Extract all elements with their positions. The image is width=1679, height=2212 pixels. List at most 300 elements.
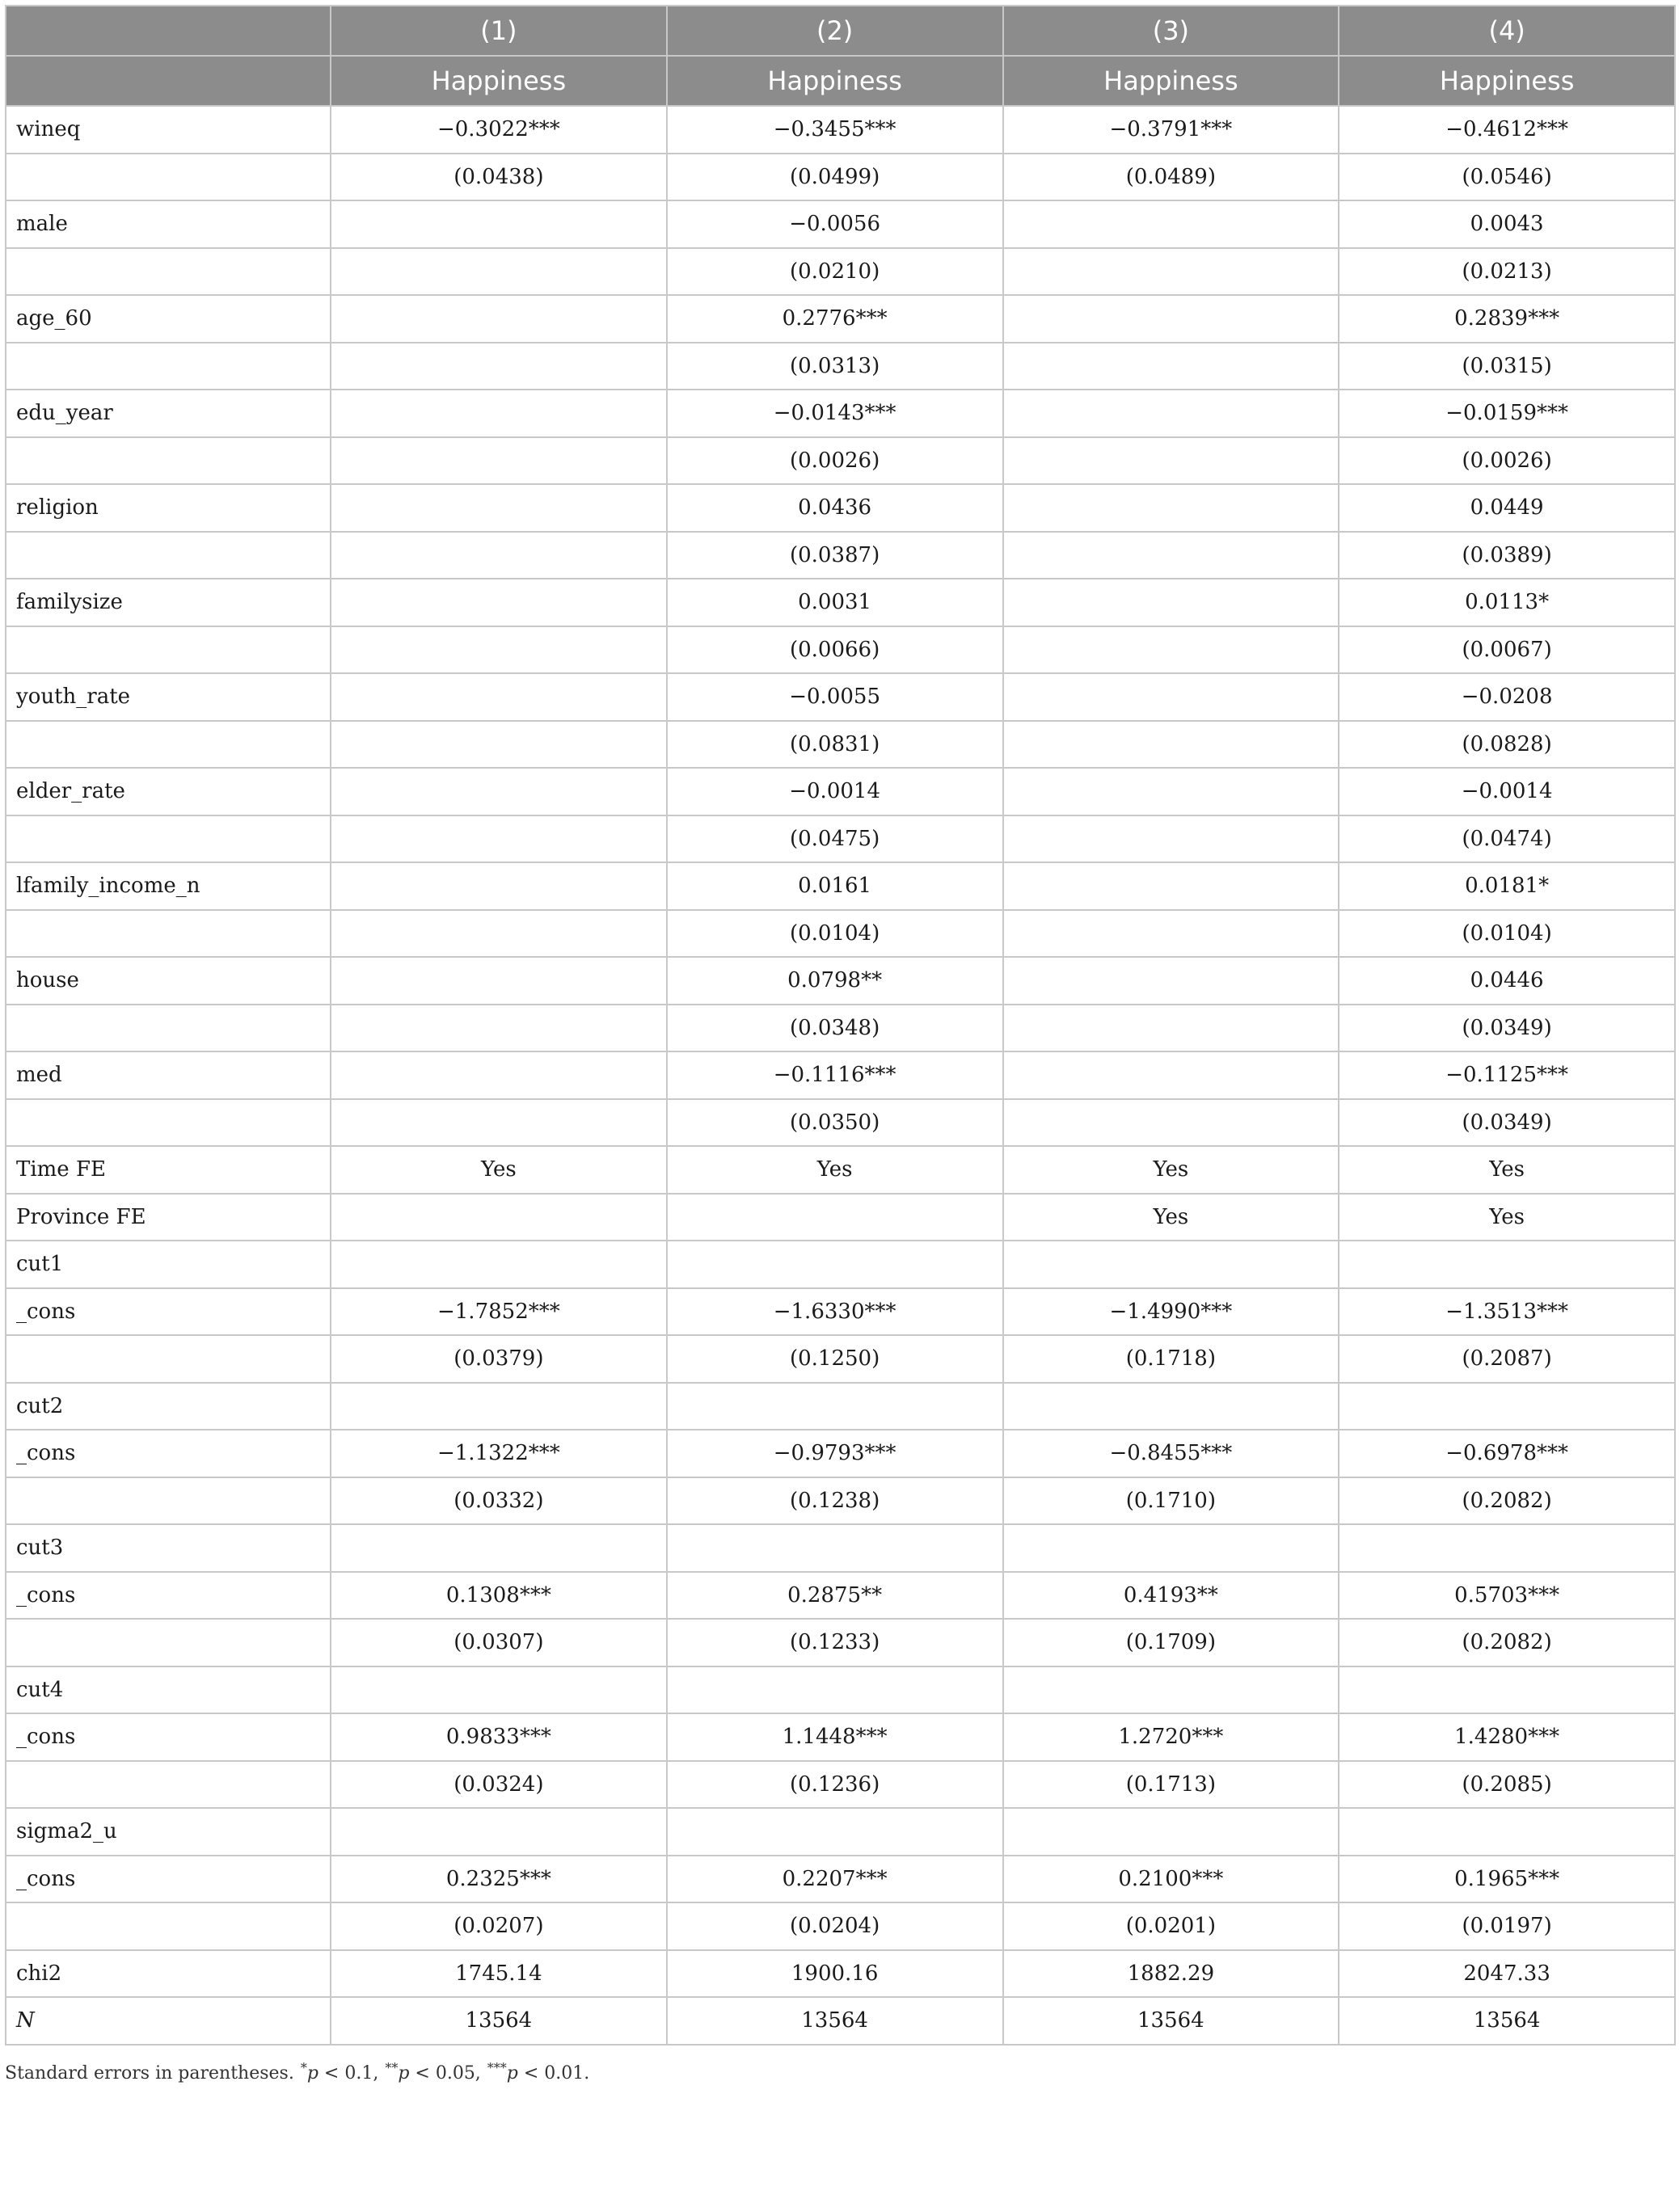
table-cell: [1003, 768, 1339, 815]
cell-value: 0.2325***: [445, 1866, 551, 1891]
cell-value: 13564: [1137, 2008, 1204, 2033]
cell-value: (0.0831): [789, 731, 880, 756]
row-label: [6, 200, 331, 248]
table-cell: [1003, 1808, 1339, 1856]
table-cell: [667, 1950, 1003, 1998]
row-label-text: _cons: [16, 1725, 76, 1750]
row-label: [6, 768, 331, 815]
cell-value: (0.0067): [1462, 637, 1552, 662]
cell-value: 13564: [1473, 2008, 1541, 2033]
table-cell: [331, 1099, 667, 1147]
table-row: [6, 626, 1675, 674]
regression-table-container: [5, 5, 1674, 2083]
table-cell: [331, 1950, 667, 1998]
table-cell: [331, 390, 667, 437]
table-cell: [1003, 957, 1339, 1005]
table-cell: [331, 437, 667, 485]
table-cell: [1003, 200, 1339, 248]
header-cell-empty: [6, 56, 331, 106]
cell-value: Yes: [1153, 1204, 1189, 1229]
table-cell: [331, 721, 667, 769]
cell-value: (0.0201): [1125, 1914, 1216, 1939]
table-cell: [667, 437, 1003, 485]
table-row: [6, 1430, 1675, 1477]
cell-value: −0.3455***: [773, 117, 896, 142]
table-footnote: [5, 2060, 1674, 2083]
row-label: [6, 1997, 331, 2045]
table-cell: [1339, 1950, 1675, 1998]
row-label: [6, 579, 331, 626]
cell-value: 0.0113*: [1465, 590, 1550, 615]
table-row: [6, 1335, 1675, 1383]
table-cell: [1003, 1335, 1339, 1383]
table-cell: [1339, 1005, 1675, 1052]
table-row: [6, 1051, 1675, 1099]
header-depvar-2: Happiness: [667, 56, 1003, 106]
table-cell: [1003, 1194, 1339, 1241]
cell-value: (0.0349): [1462, 1110, 1552, 1135]
header-model-2: (2): [667, 6, 1003, 56]
table-cell: [1003, 154, 1339, 201]
row-label: [6, 1430, 331, 1477]
table-cell: [331, 1666, 667, 1714]
cell-value: (0.0026): [1462, 448, 1552, 473]
cell-value: (0.0210): [789, 259, 880, 284]
table-cell: [1339, 957, 1675, 1005]
footnote-threshold-2: < 0.05,: [409, 2062, 487, 2083]
row-label-text: Province FE: [16, 1204, 146, 1229]
row-label: [6, 532, 331, 579]
cell-value: 1882.29: [1127, 1961, 1215, 1986]
table-row: [6, 1194, 1675, 1241]
table-cell: [331, 815, 667, 863]
table-cell: [667, 1713, 1003, 1761]
table-cell: [331, 1288, 667, 1336]
row-label-text: sigma2_u: [16, 1819, 117, 1844]
table-row: [6, 1902, 1675, 1950]
table-cell: [331, 579, 667, 626]
table-row: [6, 200, 1675, 248]
cell-value: −0.3791***: [1109, 117, 1233, 142]
table-row: [6, 721, 1675, 769]
table-row: [6, 532, 1675, 579]
footnote-threshold-3: < 0.01.: [517, 2062, 590, 2083]
cell-value: (0.0475): [789, 826, 880, 851]
table-row: [6, 1713, 1675, 1761]
cell-value: 0.0043: [1470, 212, 1544, 237]
row-label-text: youth_rate: [16, 685, 131, 710]
table-cell: [667, 673, 1003, 721]
table-cell: [1339, 1666, 1675, 1714]
cell-value: −0.6978***: [1445, 1441, 1568, 1466]
row-label: [6, 1335, 331, 1383]
table-cell: [331, 1146, 667, 1194]
cell-value: Yes: [481, 1157, 517, 1182]
cell-value: −0.0014: [789, 779, 880, 804]
table-cell: [1003, 1666, 1339, 1714]
table-cell: [1003, 1619, 1339, 1666]
table-cell: [667, 957, 1003, 1005]
table-cell: [1339, 437, 1675, 485]
table-row: [6, 768, 1675, 815]
table-cell: [331, 106, 667, 154]
table-cell: [1003, 862, 1339, 910]
table-row: [6, 957, 1675, 1005]
table-row: [6, 1808, 1675, 1856]
table-row: [6, 1288, 1675, 1336]
cell-value: (0.0213): [1462, 259, 1552, 284]
table-cell: [1339, 532, 1675, 579]
table-cell: [1339, 295, 1675, 343]
cell-value: (0.0387): [789, 542, 880, 567]
table-cell: [667, 1666, 1003, 1714]
table-cell: [1339, 626, 1675, 674]
cell-value: −0.1125***: [1445, 1063, 1568, 1088]
table-cell: [331, 295, 667, 343]
table-cell: [331, 532, 667, 579]
table-cell: [1003, 1902, 1339, 1950]
cell-value: (0.2087): [1462, 1346, 1552, 1371]
table-cell: [1339, 1383, 1675, 1430]
row-label-text: cut2: [16, 1393, 64, 1418]
table-cell: [1003, 437, 1339, 485]
cell-value: 0.0446: [1470, 968, 1544, 993]
row-label: [6, 1619, 331, 1666]
table-row: [6, 343, 1675, 390]
row-label: [6, 1856, 331, 1903]
table-cell: [1339, 1335, 1675, 1383]
row-label-text: _cons: [16, 1582, 76, 1607]
cell-value: −0.0056: [789, 212, 880, 237]
cell-value: (0.0324): [453, 1772, 544, 1797]
cell-value: (0.0348): [789, 1015, 880, 1040]
cell-value: −1.7852***: [437, 1299, 560, 1324]
row-label: [6, 1477, 331, 1525]
cell-value: (0.0197): [1462, 1914, 1552, 1939]
cell-value: (0.1238): [789, 1488, 880, 1513]
row-label-text: edu_year: [16, 401, 113, 426]
cell-value: −1.3513***: [1445, 1299, 1568, 1324]
table-cell: [667, 1572, 1003, 1620]
table-cell: [667, 1146, 1003, 1194]
table-cell: [331, 484, 667, 532]
regression-table: [5, 5, 1676, 2046]
table-cell: [331, 768, 667, 815]
header-depvar-4: Happiness: [1339, 56, 1675, 106]
row-label-text: religion: [16, 495, 99, 520]
footnote-p-3: p: [506, 2062, 518, 2083]
cell-value: 0.2776***: [782, 306, 888, 331]
table-cell: [1003, 1997, 1339, 2045]
table-cell: [1339, 673, 1675, 721]
cell-value: −0.0159***: [1445, 401, 1568, 426]
table-cell: [1003, 1383, 1339, 1430]
row-label: [6, 1146, 331, 1194]
cell-value: (0.1233): [789, 1630, 880, 1655]
cell-value: 0.2875**: [787, 1582, 883, 1607]
row-label: [6, 1666, 331, 1714]
cell-value: 1745.14: [455, 1961, 542, 1986]
cell-value: −0.0143***: [773, 401, 896, 426]
row-label: [6, 721, 331, 769]
cell-value: −0.3022***: [437, 117, 560, 142]
table-row: [6, 579, 1675, 626]
table-cell: [667, 1524, 1003, 1572]
cell-value: 0.2100***: [1118, 1866, 1224, 1891]
table-row: [6, 1241, 1675, 1288]
cell-value: (0.0349): [1462, 1015, 1552, 1040]
cell-value: (0.0379): [453, 1346, 544, 1371]
table-cell: [1339, 1902, 1675, 1950]
table-cell: [331, 1713, 667, 1761]
table-cell: [1003, 1146, 1339, 1194]
row-label-text: age_60: [16, 306, 92, 331]
table-row: [6, 106, 1675, 154]
table-cell: [1339, 862, 1675, 910]
table-cell: [1339, 1477, 1675, 1525]
table-cell: [667, 579, 1003, 626]
header-cell-empty: [6, 6, 331, 56]
footnote-star-3: ***: [487, 2059, 507, 2075]
table-row: [6, 910, 1675, 958]
table-cell: [1003, 106, 1339, 154]
row-label-text: _cons: [16, 1866, 76, 1891]
cell-value: (0.0207): [453, 1914, 544, 1939]
cell-value: (0.0307): [453, 1630, 544, 1655]
table-cell: [667, 1194, 1003, 1241]
table-cell: [1003, 1430, 1339, 1477]
table-cell: [331, 1572, 667, 1620]
table-cell: [1339, 1619, 1675, 1666]
row-label: [6, 1194, 331, 1241]
cell-value: (0.0489): [1125, 164, 1216, 189]
table-cell: [1339, 1241, 1675, 1288]
table-cell: [667, 1051, 1003, 1099]
table-row: [6, 1005, 1675, 1052]
table-cell: [331, 154, 667, 201]
table-cell: [1003, 1856, 1339, 1903]
cell-value: −1.1322***: [437, 1441, 560, 1466]
row-label: [6, 1005, 331, 1052]
table-cell: [1339, 1194, 1675, 1241]
table-row: [6, 1856, 1675, 1903]
table-cell: [1339, 1524, 1675, 1572]
table-row: [6, 1997, 1675, 2045]
row-label: [6, 484, 331, 532]
cell-value: 0.0449: [1470, 495, 1544, 520]
table-cell: [667, 154, 1003, 201]
cell-value: Yes: [1153, 1157, 1189, 1182]
footnote-p-1: p: [306, 2062, 319, 2083]
cell-value: −0.1116***: [773, 1063, 896, 1088]
table-cell: [331, 1761, 667, 1809]
cell-value: (0.0066): [789, 637, 880, 662]
table-cell: [1339, 1761, 1675, 1809]
table-cell: [667, 1005, 1003, 1052]
cell-value: (0.0313): [789, 353, 880, 378]
cell-value: (0.0104): [1462, 921, 1552, 946]
row-label: [6, 910, 331, 958]
table-cell: [1339, 1288, 1675, 1336]
header-row-model-numbers: [6, 6, 1675, 56]
row-label: [6, 295, 331, 343]
table-cell: [1003, 579, 1339, 626]
table-cell: [667, 343, 1003, 390]
row-label-text: familysize: [16, 590, 123, 615]
table-cell: [1003, 1099, 1339, 1147]
table-cell: [1003, 484, 1339, 532]
cell-value: 1900.16: [791, 1961, 879, 1986]
row-label: [6, 626, 331, 674]
footnote-p-2: p: [398, 2062, 410, 2083]
table-cell: [1339, 484, 1675, 532]
row-label-text: _cons: [16, 1441, 76, 1466]
table-cell: [1339, 1099, 1675, 1147]
cell-value: 13564: [801, 2008, 868, 2033]
cell-value: −0.8455***: [1109, 1441, 1233, 1466]
cell-value: (0.1713): [1125, 1772, 1216, 1797]
row-label-text: wineq: [16, 117, 81, 142]
cell-value: (0.0828): [1462, 731, 1552, 756]
table-cell: [1003, 626, 1339, 674]
row-label-text: elder_rate: [16, 779, 125, 804]
table-cell: [1339, 343, 1675, 390]
row-label: [6, 343, 331, 390]
table-cell: [1003, 910, 1339, 958]
cell-value: 0.0031: [798, 590, 872, 615]
row-label-text: house: [16, 968, 79, 993]
table-cell: [331, 1477, 667, 1525]
row-label: [6, 1950, 331, 1998]
table-cell: [1339, 1146, 1675, 1194]
table-cell: [331, 248, 667, 296]
table-row: [6, 1146, 1675, 1194]
row-label: [6, 673, 331, 721]
footnote-star-2: **: [385, 2059, 399, 2075]
table-cell: [1339, 154, 1675, 201]
table-cell: [331, 1335, 667, 1383]
cell-value: 0.2207***: [782, 1866, 888, 1891]
table-cell: [1003, 1288, 1339, 1336]
row-label: [6, 106, 331, 154]
cell-value: −0.0208: [1461, 685, 1553, 710]
row-label: [6, 154, 331, 201]
row-label: [6, 1099, 331, 1147]
table-cell: [1339, 1997, 1675, 2045]
cell-value: (0.1709): [1125, 1630, 1216, 1655]
table-cell: [331, 1430, 667, 1477]
footnote-threshold-1: < 0.1,: [318, 2062, 385, 2083]
table-cell: [667, 1619, 1003, 1666]
table-cell: [667, 248, 1003, 296]
cell-value: 0.1308***: [445, 1582, 551, 1607]
table-cell: [1339, 721, 1675, 769]
table-cell: [331, 626, 667, 674]
table-cell: [667, 1099, 1003, 1147]
cell-value: 0.0436: [798, 495, 872, 520]
table-cell: [1003, 1572, 1339, 1620]
table-row: [6, 673, 1675, 721]
cell-value: −1.6330***: [773, 1299, 896, 1324]
table-cell: [667, 815, 1003, 863]
table-row: [6, 1619, 1675, 1666]
row-label: [6, 390, 331, 437]
table-cell: [1339, 1572, 1675, 1620]
table-row: [6, 1524, 1675, 1572]
footnote-star-1: *: [300, 2059, 307, 2075]
table-cell: [1003, 390, 1339, 437]
table-cell: [667, 532, 1003, 579]
table-row: [6, 1572, 1675, 1620]
table-cell: [1003, 1051, 1339, 1099]
row-label: [6, 1524, 331, 1572]
cell-value: (0.2082): [1462, 1630, 1552, 1655]
cell-value: (0.0104): [789, 921, 880, 946]
row-label: [6, 1383, 331, 1430]
table-cell: [331, 862, 667, 910]
table-cell: [667, 1856, 1003, 1903]
table-cell: [1003, 1477, 1339, 1525]
cell-value: (0.0350): [789, 1110, 880, 1135]
table-cell: [667, 295, 1003, 343]
cell-value: (0.1250): [789, 1346, 880, 1371]
table-row: [6, 1666, 1675, 1714]
table-cell: [667, 1477, 1003, 1525]
cell-value: 1.2720***: [1118, 1725, 1224, 1750]
table-cell: [667, 390, 1003, 437]
row-label: [6, 437, 331, 485]
table-row: [6, 484, 1675, 532]
table-cell: [1339, 1808, 1675, 1856]
cell-value: (0.0389): [1462, 542, 1552, 567]
row-label: [6, 248, 331, 296]
row-label-text: lfamily_income_n: [16, 874, 200, 899]
table-cell: [1339, 768, 1675, 815]
table-cell: [331, 957, 667, 1005]
cell-value: 0.0798**: [787, 968, 883, 993]
table-cell: [667, 862, 1003, 910]
cell-value: (0.2085): [1462, 1772, 1552, 1797]
table-cell: [667, 1288, 1003, 1336]
table-cell: [667, 1808, 1003, 1856]
cell-value: (0.1718): [1125, 1346, 1216, 1371]
row-label-text: _cons: [16, 1299, 76, 1324]
cell-value: 13564: [465, 2008, 533, 2033]
table-cell: [331, 1383, 667, 1430]
table-cell: [1003, 1005, 1339, 1052]
cell-value: Yes: [1489, 1157, 1525, 1182]
table-cell: [331, 673, 667, 721]
cell-value: 0.0181*: [1465, 874, 1550, 899]
header-depvar-3: Happiness: [1003, 56, 1339, 106]
table-cell: [667, 768, 1003, 815]
table-cell: [1339, 1051, 1675, 1099]
table-cell: [1003, 673, 1339, 721]
table-cell: [1003, 1713, 1339, 1761]
row-label: [6, 1051, 331, 1099]
table-cell: [1339, 579, 1675, 626]
row-label-text: Time FE: [16, 1157, 106, 1182]
header-model-4: (4): [1339, 6, 1675, 56]
table-cell: [1003, 1524, 1339, 1572]
table-row: [6, 1477, 1675, 1525]
table-cell: [1003, 1761, 1339, 1809]
table-cell: [331, 1051, 667, 1099]
cell-value: 1.4280***: [1454, 1725, 1560, 1750]
cell-value: −0.4612***: [1445, 117, 1568, 142]
row-label-text: chi2: [16, 1961, 62, 1986]
row-label-text: cut4: [16, 1677, 64, 1702]
